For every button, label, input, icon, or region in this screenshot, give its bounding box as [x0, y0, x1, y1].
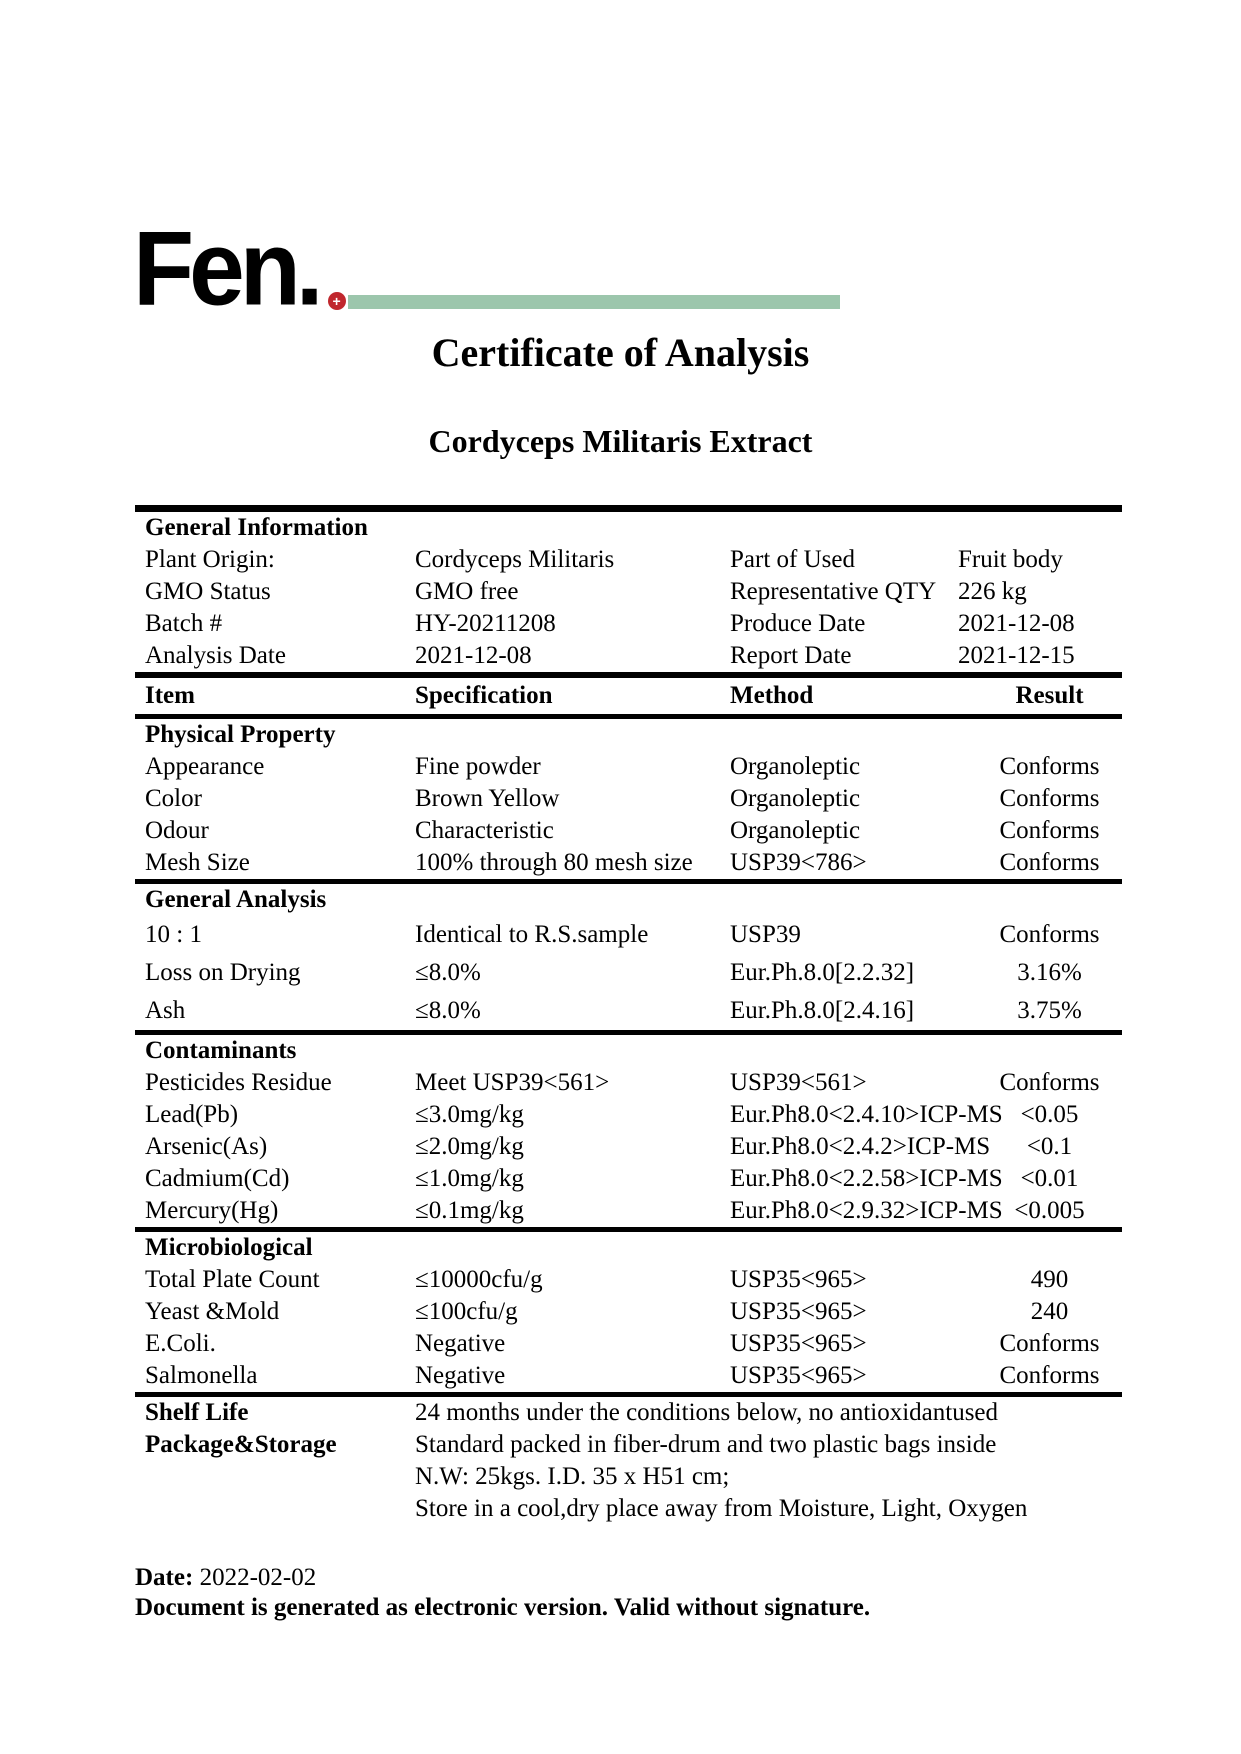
plus-icon: +: [328, 292, 346, 310]
cell-result: Conforms: [999, 849, 1100, 876]
general-info-row: [135, 608, 1122, 640]
cell-item: Loss on Drying: [145, 959, 301, 986]
cell-result: <0.1: [1026, 1133, 1073, 1160]
cell-result: Conforms: [999, 785, 1100, 812]
storage-text: Store in a cool,dry place away from Moisture, Light, Oxygen: [415, 1495, 1028, 1522]
table-row: [135, 1131, 1122, 1163]
info-value: Fruit body: [958, 546, 1063, 573]
storage-label: Package&Storage: [145, 1431, 337, 1458]
table-row: [135, 783, 1122, 815]
info-label: Plant Origin:: [145, 546, 275, 573]
general-info-row: [135, 544, 1122, 576]
cell-result: 3.75%: [1017, 997, 1082, 1024]
storage-row: [135, 1429, 1122, 1461]
cell-result: Conforms: [999, 753, 1100, 780]
cell-item: Color: [145, 785, 202, 812]
date-line: [135, 1563, 870, 1593]
cell-result: <0.005: [1014, 1197, 1085, 1224]
cell-method: USP35<965>: [730, 1330, 867, 1357]
cell-item: Lead(Pb): [145, 1101, 239, 1128]
info-label: Representative QTY: [730, 578, 937, 605]
cell-spec: ≤100cfu/g: [415, 1298, 518, 1325]
cell-item: Odour: [145, 817, 209, 844]
brand-logo: [133, 209, 840, 329]
info-label: Report Date: [730, 642, 852, 669]
column-header-result: Result: [1015, 682, 1084, 709]
table-row: [135, 992, 1122, 1030]
brand-accent-bar: [348, 295, 840, 309]
cell-spec: Meet USP39<561>: [415, 1069, 610, 1096]
cell-spec: ≤10000cfu/g: [415, 1266, 543, 1293]
table-row: [135, 1195, 1122, 1227]
certificate-table: [135, 505, 1122, 1525]
cell-item: 10 : 1: [145, 921, 202, 948]
cell-spec: Negative: [415, 1362, 506, 1389]
cell-spec: ≤2.0mg/kg: [415, 1133, 524, 1160]
cell-method: USP35<965>: [730, 1362, 867, 1389]
table-row: [135, 847, 1122, 879]
table-row: [135, 1296, 1122, 1328]
info-value: 2021-12-08: [958, 610, 1075, 637]
cell-item: Cadmium(Cd): [145, 1165, 290, 1192]
storage-row: [135, 1461, 1122, 1493]
cell-method: Eur.Ph8.0<2.4.10>ICP-MS: [730, 1101, 1003, 1128]
general-info-row: [135, 576, 1122, 608]
cell-result: 3.16%: [1017, 959, 1082, 986]
column-header-method: Method: [730, 682, 814, 709]
table-row: [135, 1264, 1122, 1296]
cell-spec: ≤8.0%: [415, 997, 481, 1024]
electronic-note: Document is generated as electronic version. Valid without signature.: [135, 1594, 871, 1621]
cell-spec: Negative: [415, 1330, 506, 1357]
info-label: Part of Used: [730, 546, 855, 573]
cell-method: Eur.Ph.8.0[2.4.16]: [730, 997, 915, 1024]
cell-method: Organoleptic: [730, 817, 861, 844]
cell-method: USP39: [730, 921, 801, 948]
cell-spec: Brown Yellow: [415, 785, 560, 812]
info-value: 2021-12-15: [958, 642, 1075, 669]
product-name: Cordyceps Militaris Extract: [428, 423, 813, 459]
storage-label: Shelf Life: [145, 1399, 249, 1426]
cell-method: USP39<786>: [730, 849, 867, 876]
section-heading-contaminants: Contaminants: [145, 1037, 297, 1064]
cell-item: Total Plate Count: [145, 1266, 320, 1293]
cell-spec: ≤3.0mg/kg: [415, 1101, 524, 1128]
table-row: [135, 1328, 1122, 1360]
table-row: [135, 1163, 1122, 1195]
cell-method: Eur.Ph8.0<2.2.58>ICP-MS: [730, 1165, 1003, 1192]
cell-result: Conforms: [999, 1069, 1100, 1096]
cell-method: Eur.Ph8.0<2.4.2>ICP-MS: [730, 1133, 991, 1160]
divider: [135, 505, 1122, 512]
cell-method: Eur.Ph.8.0[2.2.32]: [730, 959, 915, 986]
table-row: [135, 1360, 1122, 1392]
storage-row: [135, 1397, 1122, 1429]
cell-item: Ash: [145, 997, 186, 1024]
storage-text: Standard packed in fiber-drum and two plastic bags inside: [415, 1431, 997, 1458]
table-row: [135, 954, 1122, 992]
table-row: [135, 916, 1122, 954]
info-value: 226 kg: [958, 578, 1027, 605]
table-row: [135, 1099, 1122, 1131]
cell-method: Organoleptic: [730, 753, 861, 780]
cell-result: Conforms: [999, 1362, 1100, 1389]
cell-item: Pesticides Residue: [145, 1069, 332, 1096]
cell-spec: ≤8.0%: [415, 959, 481, 986]
storage-text: N.W: 25kgs. I.D. 35 x H51 cm;: [415, 1463, 730, 1490]
cell-method: USP35<965>: [730, 1266, 867, 1293]
cell-spec: 100% through 80 mesh size: [415, 849, 693, 876]
cell-spec: Identical to R.S.sample: [415, 921, 649, 948]
cell-item: Mercury(Hg): [145, 1197, 279, 1224]
cell-item: E.Coli.: [145, 1330, 216, 1357]
date-value: 2022-02-02: [199, 1564, 317, 1591]
brand-logo-text: Fen.: [133, 209, 319, 329]
column-header-spec: Specification: [415, 682, 553, 709]
info-label: Batch #: [145, 610, 223, 637]
table-row: [135, 1067, 1122, 1099]
cell-result: Conforms: [999, 921, 1100, 948]
general-info-row: [135, 640, 1122, 672]
cell-result: <0.05: [1020, 1101, 1079, 1128]
info-label: Analysis Date: [145, 642, 286, 669]
info-value: 2021-12-08: [415, 642, 532, 669]
date-label: Date:: [135, 1564, 194, 1591]
section-heading-physical-property: Physical Property: [145, 721, 336, 748]
cell-spec: ≤1.0mg/kg: [415, 1165, 524, 1192]
cell-item: Mesh Size: [145, 849, 250, 876]
info-label: Produce Date: [730, 610, 866, 637]
info-value: GMO free: [415, 578, 519, 605]
cell-item: Salmonella: [145, 1362, 258, 1389]
cell-result: 240: [1030, 1298, 1069, 1325]
column-header-item: Item: [145, 682, 195, 709]
cell-result: <0.01: [1020, 1165, 1079, 1192]
table-row: [135, 815, 1122, 847]
info-value: HY-20211208: [415, 610, 556, 637]
cell-method: USP39<561>: [730, 1069, 867, 1096]
table-row: [135, 751, 1122, 783]
section-heading-general-information: General Information: [145, 514, 368, 541]
section-heading-general-analysis: General Analysis: [145, 886, 327, 913]
cell-method: Eur.Ph8.0<2.9.32>ICP-MS: [730, 1197, 1003, 1224]
page-title: Certificate of Analysis: [431, 330, 810, 375]
cell-item: Arsenic(As): [145, 1133, 268, 1160]
cell-method: Organoleptic: [730, 785, 861, 812]
footer: [135, 1563, 870, 1623]
cell-spec: ≤0.1mg/kg: [415, 1197, 524, 1224]
cell-result: Conforms: [999, 817, 1100, 844]
storage-text: 24 months under the conditions below, no antioxidantused: [415, 1399, 999, 1426]
info-label: GMO Status: [145, 578, 271, 605]
cell-spec: Characteristic: [415, 817, 554, 844]
cell-result: 490: [1030, 1266, 1069, 1293]
cell-item: Yeast &Mold: [145, 1298, 280, 1325]
section-general-analysis: [135, 884, 1122, 1030]
cell-item: Appearance: [145, 753, 265, 780]
info-value: Cordyceps Militaris: [415, 546, 615, 573]
table-header-row: [135, 678, 1122, 714]
section-heading-microbiological: Microbiological: [145, 1234, 313, 1261]
cell-method: USP35<965>: [730, 1298, 867, 1325]
cell-result: Conforms: [999, 1330, 1100, 1357]
storage-row: [135, 1493, 1122, 1525]
cell-spec: Fine powder: [415, 753, 541, 780]
